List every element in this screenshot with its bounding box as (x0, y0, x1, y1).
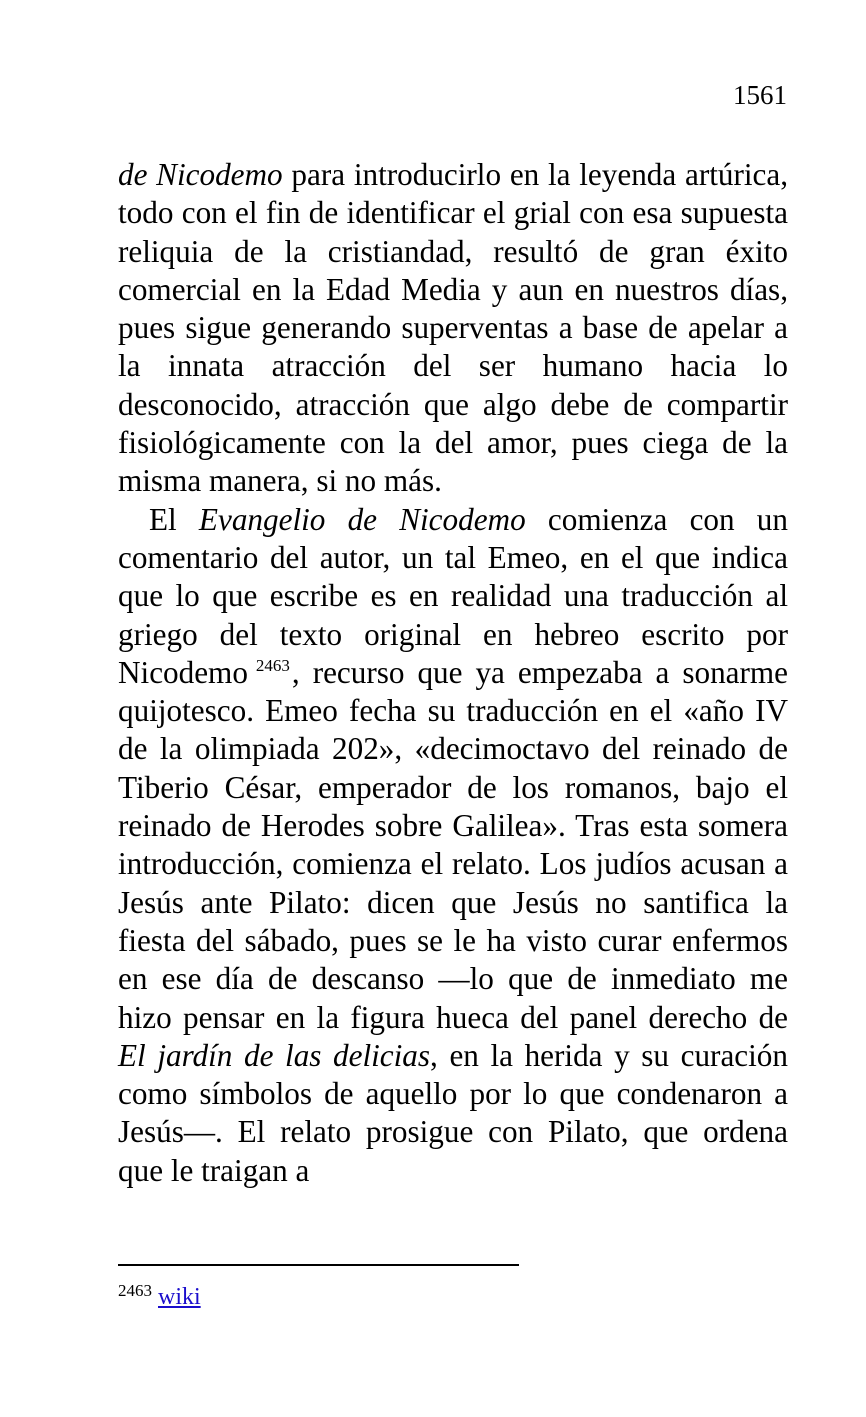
page-number: 1561 (733, 80, 787, 110)
footnote (118, 1280, 201, 1314)
body-text (118, 156, 788, 1190)
footnote-wiki-link[interactable]: wiki (158, 1284, 201, 1310)
paragraph-2-text-b: , recurso que ya empezaba a sonarme quijotesco. Emeo fecha su traducción en el «año IV de la olimpiada 202», «decimoctavo del reinado de Tiberio César, emperador de los romanos, bajo el reinado de Herodes sobre Galilea». Tras esta somera introducción, comienza el relato. Los judíos acusan a Jesús ante Pilato: dicen que Jesús no santifica la fiesta del sábado, pues se le ha visto curar enfermos en ese día de descanso —lo que de inmediato me hizo pensar en la figura hueca del panel derecho de (118, 654, 788, 1035)
footnote-reference[interactable]: 2463 (255, 655, 290, 675)
paragraph-2-text-c: , en la herida y su curación como símbolos de aquello por lo que condenaron a Jesús—. El relato prosigue con Pilato, que ordena que le traigan a (118, 1037, 788, 1188)
paragraph-2-text-a: comienza con un comentario del autor, un tal Emeo, en el que indica que lo que escribe es en realidad una traducción al griego del texto original en hebreo escrito por Nicodemo (118, 501, 788, 690)
italic-title-fragment: de Nicodemo (118, 157, 283, 192)
footnote-number: 2463 (118, 1281, 152, 1300)
paragraph-1-text: para introducirlo en la leyenda artúrica, todo con el fin de identificar el grial con esa supuesta reliquia de la cristiandad, resultó de gran éxito comercial en la Edad Media y aun en nuestros días, pues sigue generando superventas a base de apelar a la innata atracción del ser humano hacia lo desconocido, atracción que algo debe de compartir fisiológicamente con la del amor, pues ciega de la misma manera, si no más. (118, 157, 788, 499)
paragraph-2-lead: El (149, 501, 199, 537)
paragraph-2 (118, 501, 788, 1190)
footnote-divider (118, 1264, 519, 1266)
paragraph-1 (118, 156, 788, 501)
italic-artwork-title: El jardín de las delicias (118, 1037, 431, 1073)
italic-gospel-title: Evangelio de Nicodemo (198, 501, 526, 537)
